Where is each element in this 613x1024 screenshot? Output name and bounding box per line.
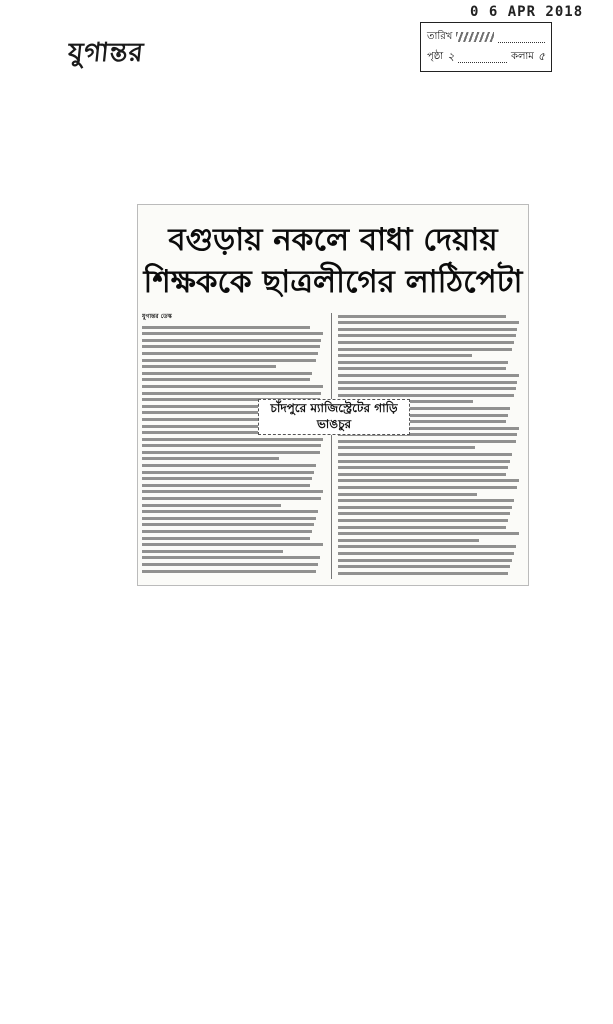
- date-stamp: 0 6 APR 2018: [470, 4, 584, 20]
- date-dots: [498, 32, 545, 43]
- text-line: [338, 348, 512, 351]
- text-line: [338, 506, 512, 509]
- text-line: [142, 385, 323, 388]
- text-line: [338, 341, 514, 344]
- text-line: [142, 504, 281, 507]
- text-line: [338, 545, 516, 548]
- subhead-box: চাঁদপুরে ম্যাজিস্ট্রেটের গাড়ি ভাঙচুর: [258, 399, 410, 435]
- text-line: [142, 477, 312, 480]
- text-line: [142, 359, 316, 362]
- text-line: [338, 440, 516, 443]
- text-line: [142, 543, 323, 546]
- date-row: [427, 27, 545, 47]
- text-line: [142, 378, 310, 381]
- text-line: [338, 334, 516, 337]
- text-line: [338, 552, 514, 555]
- column-label: কলাম: [510, 50, 534, 62]
- text-line: [338, 394, 514, 397]
- headline-line-1: বগুড়ায় নকলে বাধা দেয়ায়: [168, 222, 498, 258]
- text-line: [142, 444, 321, 447]
- text-line: [338, 572, 508, 575]
- text-line: [142, 451, 320, 454]
- text-line: [142, 352, 318, 355]
- article-column-right: [338, 311, 521, 581]
- headline-line-2: শিক্ষককে ছাত্রলীগের লাঠিপেটা: [143, 264, 523, 300]
- text-line: [142, 537, 310, 540]
- text-line: [142, 372, 312, 375]
- date-signature: [456, 32, 494, 42]
- text-line: [142, 365, 276, 368]
- page-value: ২: [447, 49, 455, 63]
- text-line: [338, 361, 508, 364]
- headline: [138, 219, 528, 303]
- text-line: [142, 556, 320, 559]
- text-line: [338, 539, 479, 542]
- text-line: [142, 510, 318, 513]
- news-clipping: [138, 205, 528, 585]
- text-line: [338, 479, 519, 482]
- text-line: [142, 345, 320, 348]
- text-line: [142, 326, 310, 329]
- page-label: পৃষ্ঠা: [427, 50, 444, 62]
- article-column-left: [142, 311, 325, 581]
- newspaper-masthead: যুগান্তর: [66, 38, 146, 68]
- text-line: [338, 486, 517, 489]
- text-line: [338, 460, 510, 463]
- text-line: [338, 354, 472, 357]
- text-line: [142, 497, 321, 500]
- info-box: [420, 22, 552, 72]
- text-line: [338, 519, 508, 522]
- text-line: [142, 523, 314, 526]
- text-line: [338, 446, 475, 449]
- text-line: [338, 499, 514, 502]
- column-divider: [331, 313, 332, 579]
- text-line: [338, 315, 506, 318]
- text-line: [142, 484, 310, 487]
- column-value: ৫: [537, 49, 545, 63]
- page-dots: [458, 52, 507, 63]
- text-line: [142, 332, 323, 335]
- text-line: [142, 457, 279, 460]
- text-line: [338, 387, 516, 390]
- text-line: [338, 466, 508, 469]
- text-line: [338, 321, 519, 324]
- text-line: [142, 550, 283, 553]
- text-line: [338, 526, 506, 529]
- text-line: [142, 490, 323, 493]
- text-line: [338, 328, 517, 331]
- text-line: [338, 532, 519, 535]
- text-line: [142, 563, 318, 566]
- text-line: [338, 367, 506, 370]
- text-line: [142, 471, 314, 474]
- text-line: [142, 570, 316, 573]
- text-line: [338, 453, 512, 456]
- text-line: [338, 493, 477, 496]
- text-line: [142, 392, 321, 395]
- text-line: [142, 438, 323, 441]
- text-line: [338, 559, 512, 562]
- text-line: [338, 565, 510, 568]
- text-line: [142, 464, 316, 467]
- text-line: [338, 512, 510, 515]
- text-line: [338, 374, 519, 377]
- text-line: [142, 517, 316, 520]
- text-line: [142, 339, 321, 342]
- text-line: [338, 381, 517, 384]
- page-row: [427, 47, 545, 67]
- text-line: [142, 530, 312, 533]
- date-label: তারিখ: [427, 30, 453, 42]
- text-line: [338, 473, 506, 476]
- byline: যুগান্তর ডেস্ক: [142, 313, 172, 320]
